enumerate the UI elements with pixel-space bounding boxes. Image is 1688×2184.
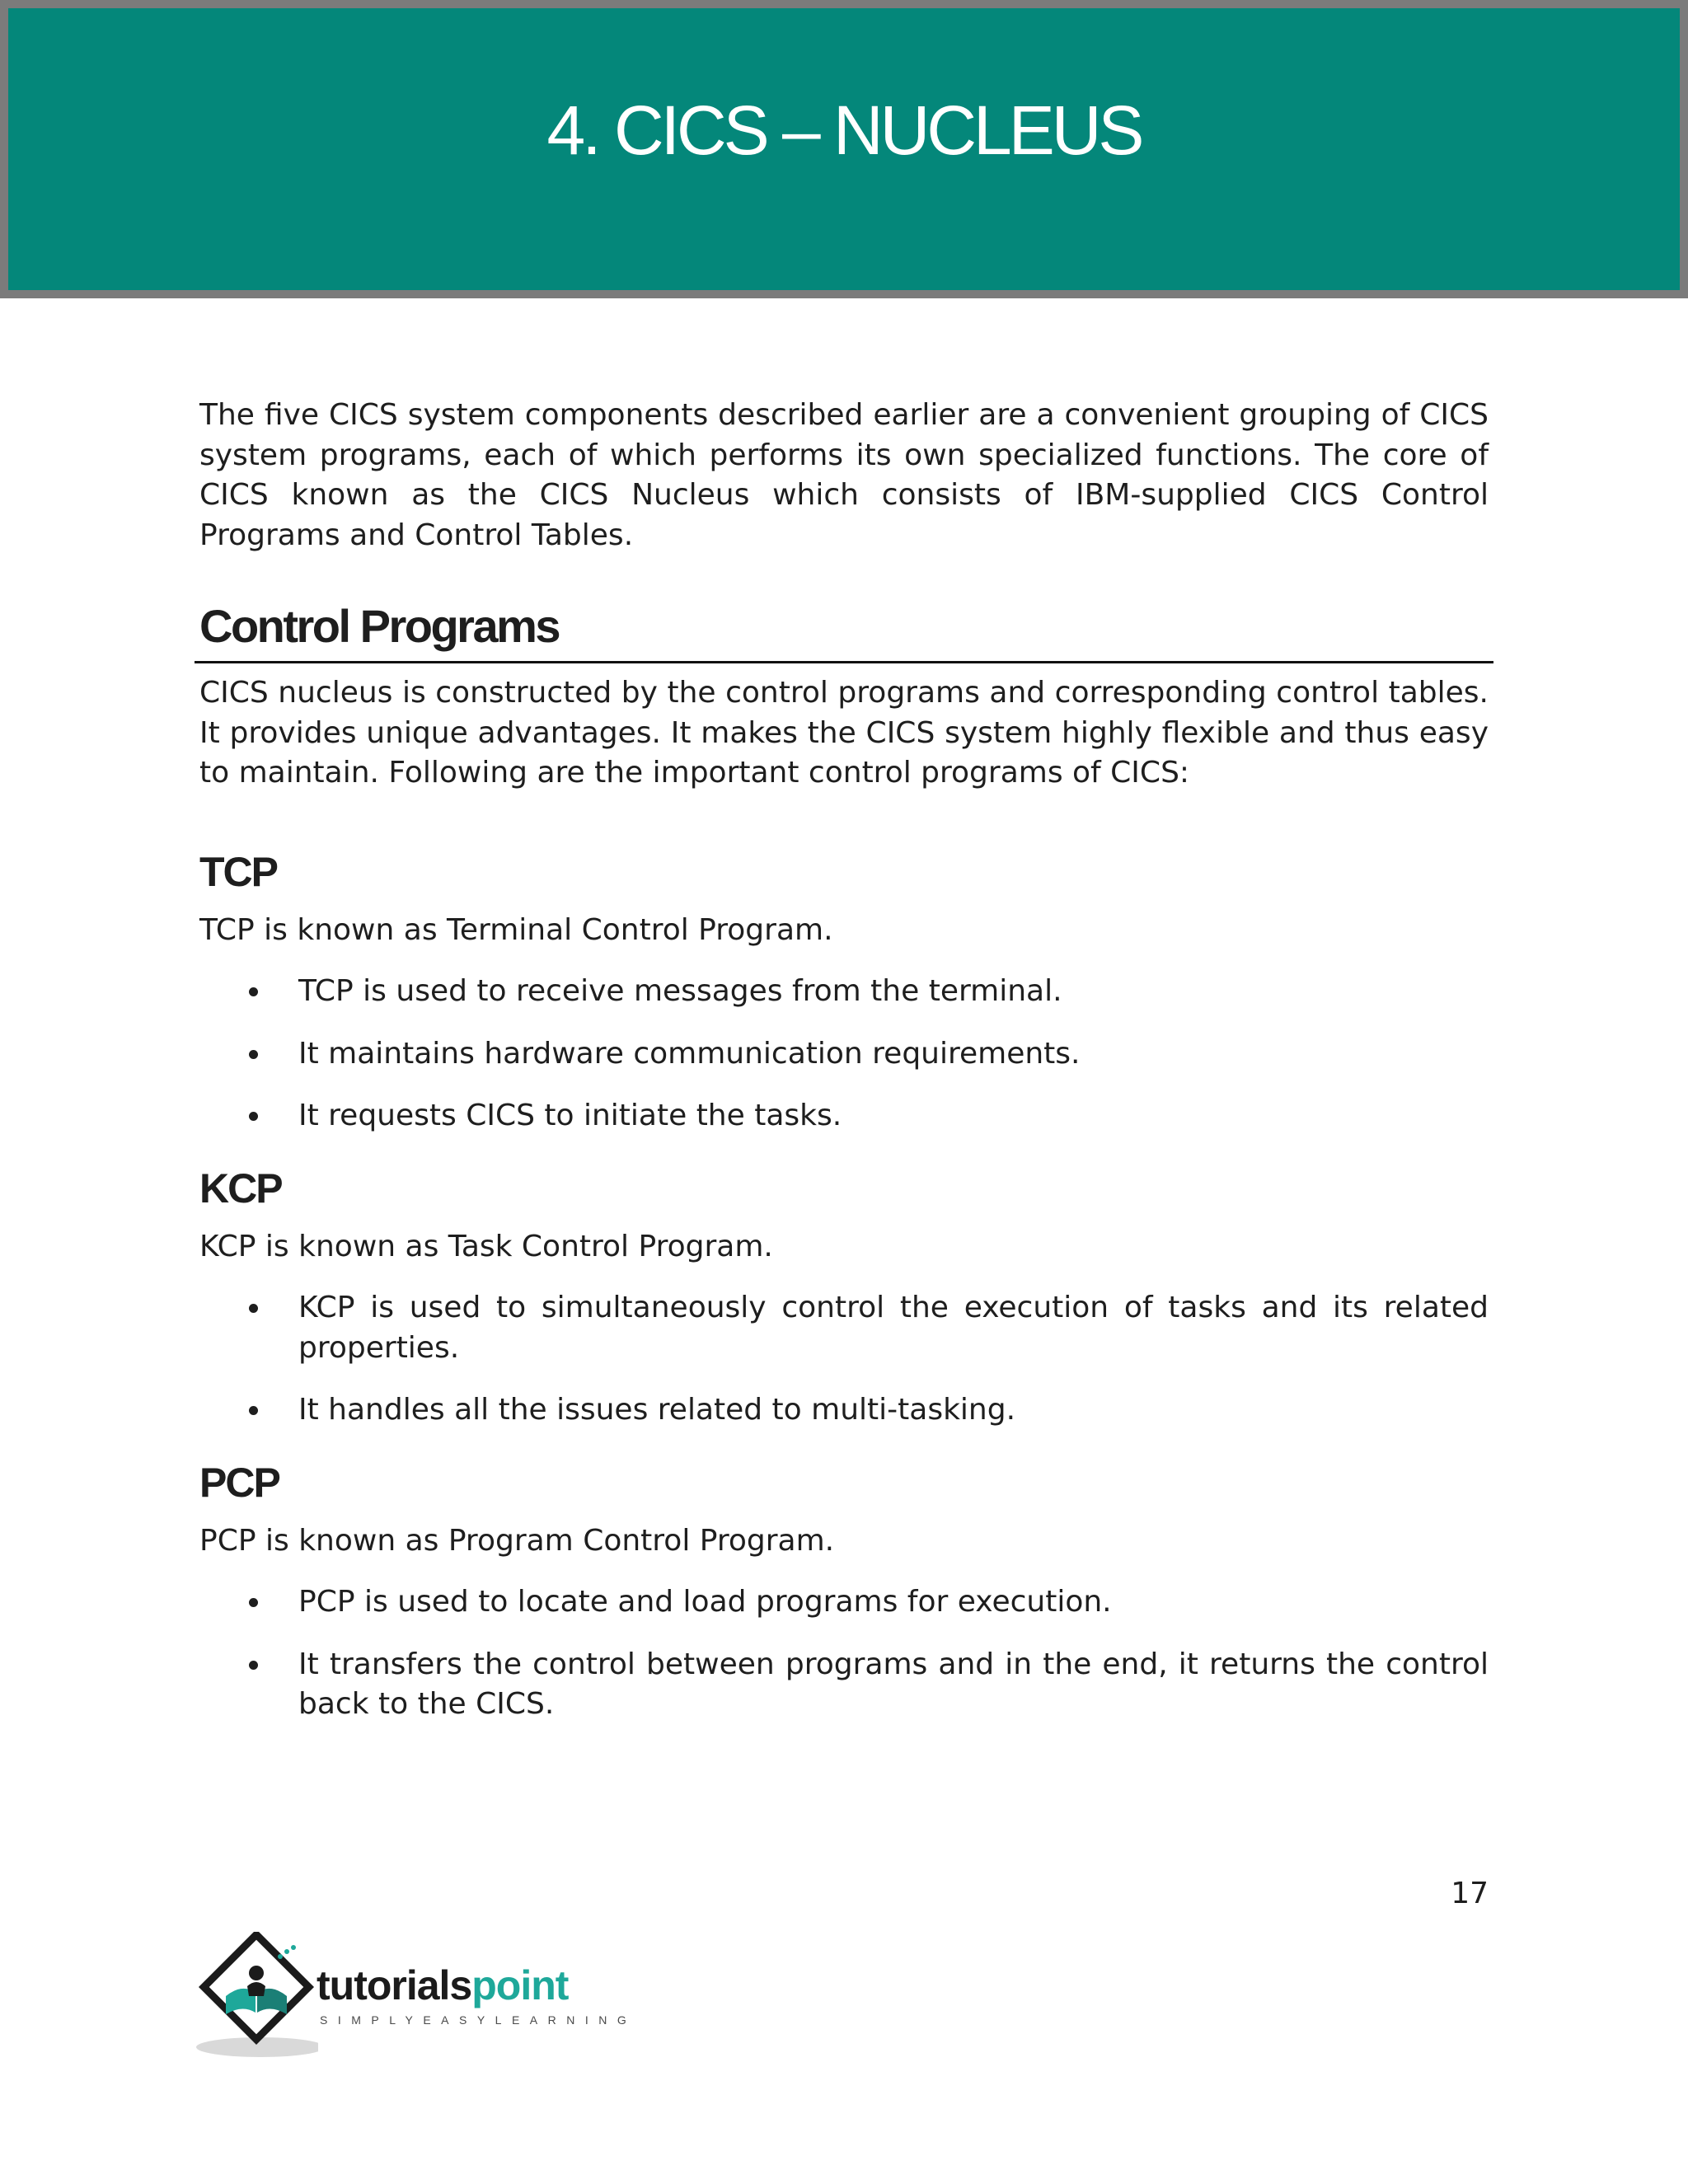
section-heading: TCP [199,848,277,895]
bullet-text: PCP is used to locate and load programs for execution. [298,1585,1112,1619]
bullet-icon [249,1406,258,1415]
book-reader-icon [195,1932,318,2064]
bullet-icon [249,1304,258,1313]
control-programs-heading-block [195,600,1493,663]
section-heading: PCP [199,1459,279,1506]
logo-wordmark [316,1962,569,2008]
bullet-list [199,1582,1489,1725]
section-pcp [199,1459,1489,1725]
bullet-icon [249,1598,258,1607]
intro-paragraph: The five CICS system components described earlier are a convenient grouping of CICS system programs, each of which performs its own specialized functions. The core of CICS known as the CICS Nucleus which consists of IBM-supplied CICS Control Programs and Control Tables. [199,398,1489,552]
bullet-text: It handles all the issues related to multi-tasking. [298,1393,1016,1427]
bullet-icon [249,1050,258,1059]
bullet-icon [249,987,258,996]
bullet-text: KCP is used to simultaneously control the execution of tasks and its related properties. [298,1291,1489,1365]
bullet-list [199,1288,1489,1431]
bullet-item [199,1034,1489,1075]
page-number: 17 [1451,1877,1489,1910]
bullet-text: It maintains hardware communication requirements. [298,1036,1081,1071]
bullet-item [199,1390,1489,1431]
bullet-text: TCP is used to receive messages from the terminal. [298,974,1062,1008]
bullet-item [199,972,1489,1012]
chapter-banner [0,0,1688,298]
bullet-list [199,972,1489,1137]
section-intro: TCP is known as Terminal Control Program. [199,912,833,947]
logo-tagline: SIMPLYEASYLEARNING [320,2013,637,2027]
section-intro: KCP is known as Task Control Program. [199,1229,773,1263]
section-kcp [199,1165,1489,1431]
control-programs-heading: Control Programs [199,600,560,652]
section-heading: KCP [199,1165,282,1212]
page-content [199,396,1489,1747]
bullet-item [199,1096,1489,1137]
bullet-icon [249,1112,258,1121]
bullet-item [199,1645,1489,1725]
tutorialspoint-logo [195,1932,637,2064]
bullet-text: It transfers the control between programs and in the end, it returns the control back to the CICS. [298,1647,1489,1721]
logo-word-tutorials: tutorials [316,1962,472,2008]
control-programs-paragraph: CICS nucleus is constructed by the control programs and corresponding control tables. It provides unique advantages. It makes the CICS system highly flexible and thus easy to maintain. Following are the important control programs of CICS: [199,676,1489,790]
bullet-item [199,1288,1489,1368]
bullet-text: It requests CICS to initiate the tasks. [298,1099,842,1132]
logo-word-point: point [471,1962,569,2008]
bullet-item [199,1582,1489,1623]
bullet-icon [249,1661,258,1670]
section-intro: PCP is known as Program Control Program. [199,1523,835,1558]
section-tcp [199,848,1489,1137]
chapter-title: 4. CICS – NUCLEUS [546,91,1142,169]
